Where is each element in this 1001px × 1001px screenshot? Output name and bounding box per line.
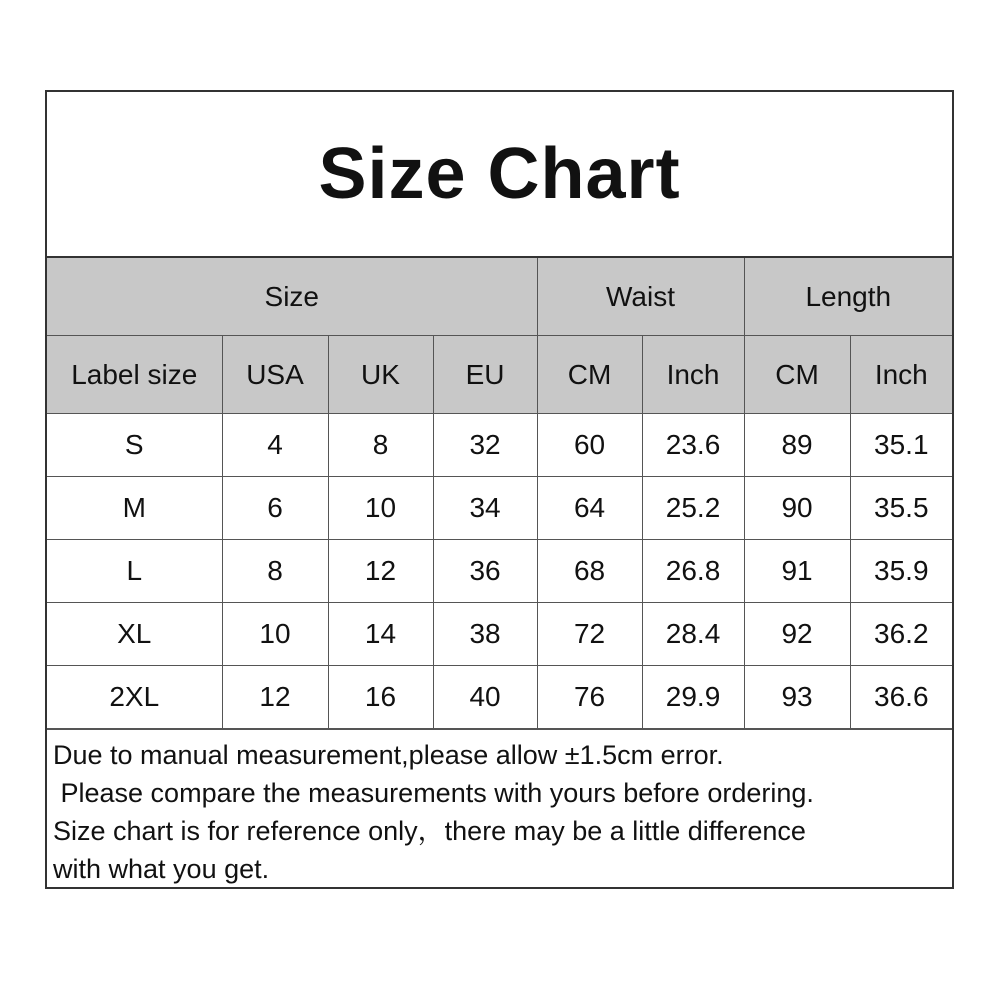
table-cell: 10 bbox=[222, 603, 328, 666]
note-line: with what you get. bbox=[53, 854, 270, 884]
column-header-length-inch: Inch bbox=[850, 336, 952, 414]
column-header-waist-cm: CM bbox=[537, 336, 642, 414]
table-cell: 12 bbox=[328, 540, 433, 603]
group-header-row bbox=[47, 258, 952, 336]
table-cell: 32 bbox=[433, 414, 537, 477]
column-header-label-size: Label size bbox=[47, 336, 222, 414]
table-cell: 28.4 bbox=[642, 603, 744, 666]
group-header-size: Size bbox=[47, 258, 537, 336]
table-cell: 23.6 bbox=[642, 414, 744, 477]
table-cell: 90 bbox=[744, 477, 850, 540]
table-cell: 29.9 bbox=[642, 666, 744, 729]
table-cell: 34 bbox=[433, 477, 537, 540]
table-cell: 40 bbox=[433, 666, 537, 729]
table-cell: 36 bbox=[433, 540, 537, 603]
table-cell: 35.1 bbox=[850, 414, 952, 477]
table-cell: 35.9 bbox=[850, 540, 952, 603]
size-table bbox=[47, 258, 952, 729]
notes-block bbox=[47, 729, 952, 887]
column-header-row bbox=[47, 336, 952, 414]
column-header-uk: UK bbox=[328, 336, 433, 414]
table-cell: 76 bbox=[537, 666, 642, 729]
table-cell: 64 bbox=[537, 477, 642, 540]
column-header-waist-inch: Inch bbox=[642, 336, 744, 414]
table-cell: 8 bbox=[328, 414, 433, 477]
table-cell: 4 bbox=[222, 414, 328, 477]
title-box bbox=[47, 92, 952, 258]
column-header-length-cm: CM bbox=[744, 336, 850, 414]
size-chart-sheet bbox=[45, 90, 954, 889]
table-cell: 26.8 bbox=[642, 540, 744, 603]
column-header-eu: EU bbox=[433, 336, 537, 414]
table-cell: 38 bbox=[433, 603, 537, 666]
table-row bbox=[47, 603, 952, 666]
table-cell: 12 bbox=[222, 666, 328, 729]
page-title: Size Chart bbox=[318, 134, 681, 214]
table-cell: 68 bbox=[537, 540, 642, 603]
table-row bbox=[47, 540, 952, 603]
table-cell: 35.5 bbox=[850, 477, 952, 540]
table-cell: 10 bbox=[328, 477, 433, 540]
table-cell: XL bbox=[47, 603, 222, 666]
note-line: Size chart is for reference only，there may be a little difference bbox=[53, 816, 806, 846]
table-cell: 36.2 bbox=[850, 603, 952, 666]
group-header-waist: Waist bbox=[537, 258, 744, 336]
table-row bbox=[47, 666, 952, 729]
table-row bbox=[47, 477, 952, 540]
table-row bbox=[47, 414, 952, 477]
table-cell: 25.2 bbox=[642, 477, 744, 540]
table-cell: 60 bbox=[537, 414, 642, 477]
size-table-body bbox=[47, 414, 952, 729]
note-line: Due to manual measurement,please allow ±1.5cm error. bbox=[53, 740, 724, 770]
table-cell: S bbox=[47, 414, 222, 477]
note-line: Please compare the measurements with yours before ordering. bbox=[53, 778, 814, 808]
table-cell: 89 bbox=[744, 414, 850, 477]
column-header-usa: USA bbox=[222, 336, 328, 414]
group-header-length: Length bbox=[744, 258, 952, 336]
table-cell: 92 bbox=[744, 603, 850, 666]
table-cell: 2XL bbox=[47, 666, 222, 729]
table-cell: 16 bbox=[328, 666, 433, 729]
table-cell: M bbox=[47, 477, 222, 540]
table-cell: 14 bbox=[328, 603, 433, 666]
table-cell: 6 bbox=[222, 477, 328, 540]
table-cell: L bbox=[47, 540, 222, 603]
table-cell: 91 bbox=[744, 540, 850, 603]
table-cell: 8 bbox=[222, 540, 328, 603]
table-cell: 93 bbox=[744, 666, 850, 729]
table-cell: 36.6 bbox=[850, 666, 952, 729]
table-cell: 72 bbox=[537, 603, 642, 666]
